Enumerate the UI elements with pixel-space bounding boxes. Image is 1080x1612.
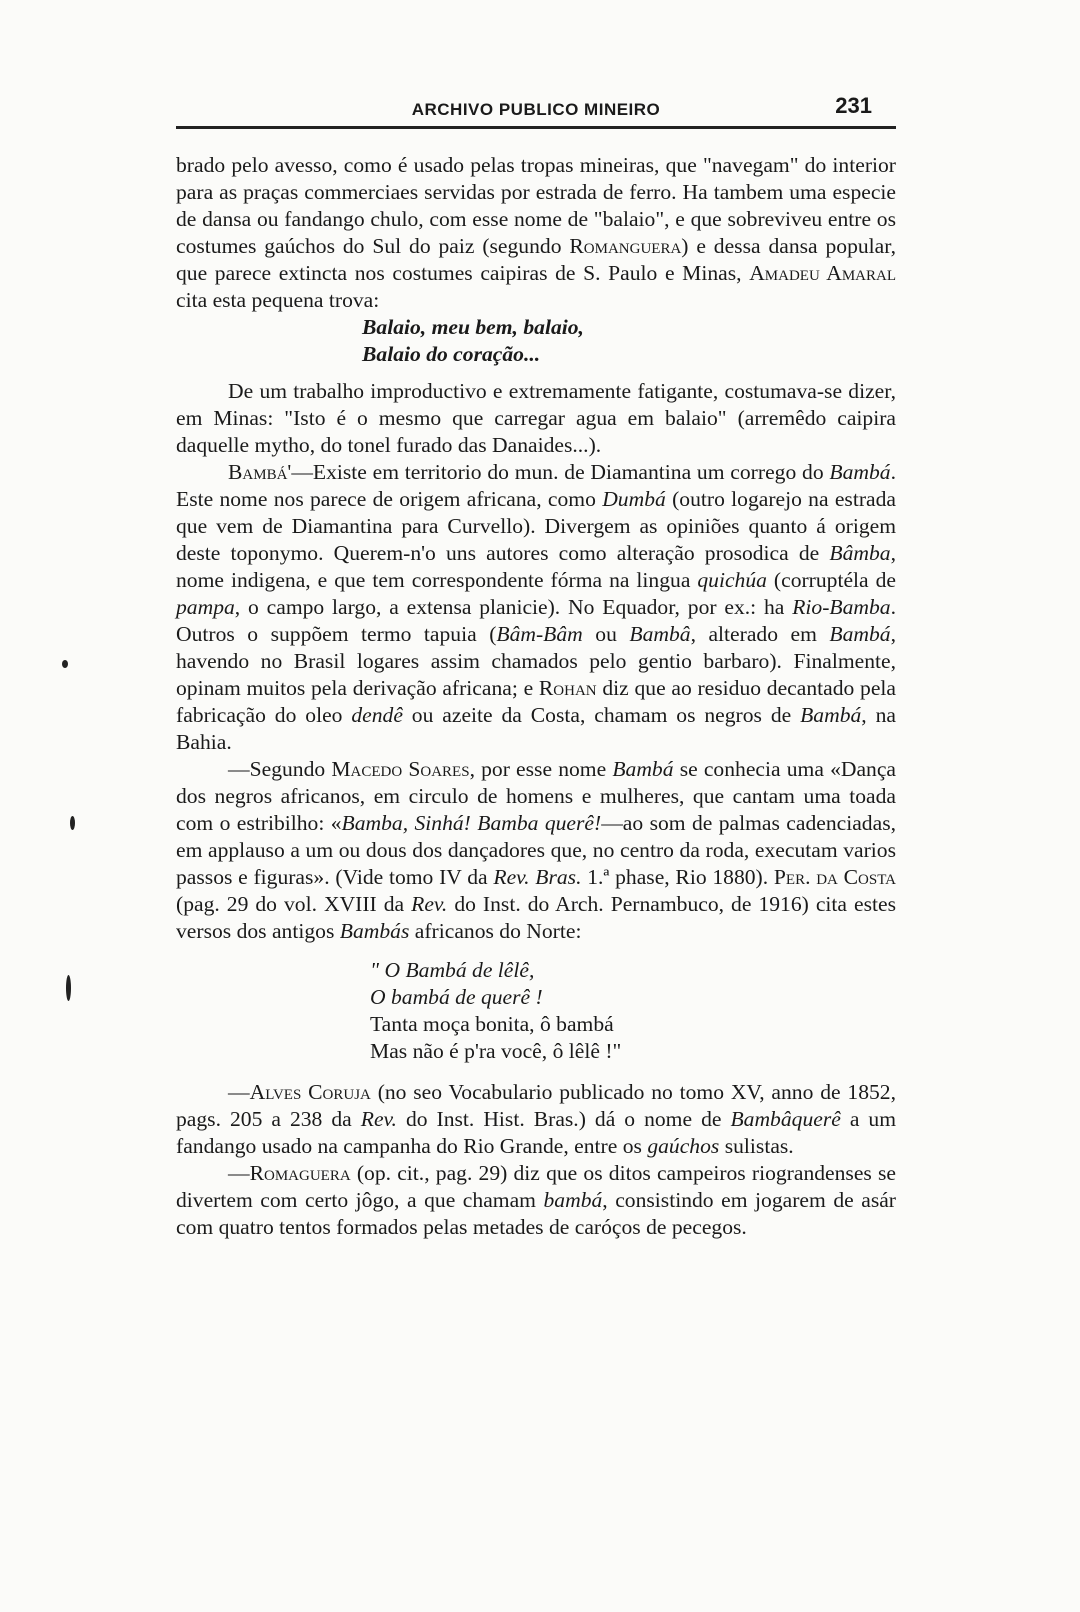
author-name: Amadeu Amaral bbox=[749, 261, 896, 285]
paragraph-trabalho: De um trabalho improductivo e extremamente fatigante, costumava-se dizer, em Minas: "Isto é o mesmo que carregar agua em balaio" (arremêdo caipira daquelle mytho, do tonel furado das Danaides...). bbox=[176, 379, 896, 457]
italic-term: Bambá bbox=[612, 757, 674, 781]
book-page bbox=[176, 90, 896, 1241]
author-name: Alves Coruja bbox=[249, 1080, 371, 1104]
text-run: — bbox=[228, 1161, 250, 1185]
author-name: Romanguera bbox=[569, 234, 682, 258]
text-run: , nome indigena, e que tem correspondente fórma na lingua bbox=[176, 541, 896, 592]
text-run: (corruptéla de bbox=[773, 568, 896, 592]
italic-term: Bambâquerê bbox=[730, 1107, 841, 1131]
text-run: se conhecia uma «Dança dos negros africanos, em circulo de homens e mulheres, que cantam uma toada com o estribilho: « bbox=[176, 757, 897, 835]
page-header bbox=[176, 90, 896, 129]
text-run: . Este nome nos parece de origem africana, como bbox=[176, 460, 896, 511]
running-title: ARCHIVO PUBLICO MINEIRO bbox=[411, 100, 661, 119]
text-run: sulistas. bbox=[724, 1134, 794, 1158]
paragraph-romaguera bbox=[176, 1160, 896, 1241]
italic-term: pampa bbox=[176, 595, 235, 619]
text-run: —Segundo bbox=[228, 757, 326, 781]
text-run: , havendo no Brasil logares assim chamados pelo gentio barbaro). Finalmente, opinam muitos pela derivação africana; e bbox=[176, 622, 896, 700]
text-run: africanos do Norte: bbox=[414, 919, 582, 943]
italic-term: Rio-Bamba bbox=[792, 595, 891, 619]
page-number: 231 bbox=[835, 93, 872, 118]
verse-line: " O Bambá de lêlê, bbox=[370, 958, 535, 982]
author-name: Rohan bbox=[538, 676, 597, 700]
italic-term: Rev. bbox=[411, 892, 448, 916]
text-run: do Inst. Hist. Bras.) dá o nome de bbox=[405, 1107, 722, 1131]
text-run: (op. cit., pag. 29) diz que os ditos campeiros riograndenses se divertem com certo jôgo, a que chamam bbox=[176, 1161, 896, 1212]
author-name: Romaguera bbox=[249, 1161, 351, 1185]
text-run: (no seo Vocabulario publicado no tomo XV, anno de 1852, pags. 205 a 238 da bbox=[176, 1080, 896, 1131]
paragraph-macedo-soares bbox=[176, 756, 896, 945]
italic-term: Dumbá bbox=[602, 487, 666, 511]
verse-line: Balaio do coração... bbox=[362, 342, 541, 366]
text-run: (pag. 29 do vol. XVIII da bbox=[176, 892, 405, 916]
italic-term: Rev. Bras. bbox=[493, 865, 582, 889]
text-run: . Outros o suppõem termo tapuia ( bbox=[176, 595, 896, 646]
entry-head: Bambá' bbox=[228, 460, 292, 484]
spacer bbox=[176, 368, 896, 378]
italic-term: Bambá bbox=[800, 703, 862, 727]
author-name: Macedo Soares bbox=[331, 757, 470, 781]
italic-term: Bambâ bbox=[629, 622, 691, 646]
margin-mark bbox=[62, 660, 68, 668]
text-run: (outro logarejo na estrada que vem de Diamantina para Curvello). Divergem as opiniões quanto á origem deste toponymo. Querem-n'o uns autores como alteração prosodica de bbox=[176, 487, 896, 565]
verse-line: Mas não é p'ra você, ô lêlê !" bbox=[370, 1039, 622, 1063]
author-name: Per. da Costa bbox=[773, 865, 896, 889]
italic-term: bambá bbox=[543, 1188, 603, 1212]
text-run: ) e dessa dansa popular, que parece extincta nos costumes caipiras de S. Paulo e Minas, bbox=[176, 234, 896, 285]
text-run: a um fandango usado na campanha do Rio Grande, entre os bbox=[176, 1107, 897, 1158]
paragraph-balaio bbox=[176, 152, 896, 314]
italic-term: Bamba, Sinhá! Bamba querê! bbox=[341, 811, 602, 835]
paragraph-alves-coruja bbox=[176, 1079, 896, 1160]
italic-term: Rev. bbox=[360, 1107, 397, 1131]
text-run: , alterado em bbox=[690, 622, 817, 646]
italic-term: dendê bbox=[351, 703, 403, 727]
verse-balaio bbox=[176, 314, 896, 368]
text-run: , consistindo em jogarem de asár com quatro tentos formados pelas metades de caróços de pecegos. bbox=[176, 1188, 896, 1239]
text-run: —Existe em territorio do mun. de Diamantina um corrego do bbox=[291, 460, 824, 484]
text-run: ou azeite da Costa, chamam os negros de bbox=[411, 703, 792, 727]
text-run: 1.ª phase, Rio 1880). bbox=[587, 865, 769, 889]
text-run: , na Bahia. bbox=[176, 703, 896, 754]
text-run: ou bbox=[595, 622, 617, 646]
verse-line: Balaio, meu bem, balaio, bbox=[362, 315, 584, 339]
paragraph-bamba bbox=[176, 459, 896, 756]
verse-bamba bbox=[176, 957, 896, 1065]
text-run: — bbox=[228, 1080, 250, 1104]
italic-term: Bâm-Bâm bbox=[496, 622, 583, 646]
body-text bbox=[176, 152, 896, 1241]
verse-line: O bambá de querê ! bbox=[370, 985, 543, 1009]
italic-term: gaúchos bbox=[647, 1134, 720, 1158]
italic-term: quichúa bbox=[697, 568, 767, 592]
text-run: brado pelo avesso, como é usado pelas tropas mineiras, que "navegam" do interior para as praças commerciaes servidas por estrada de ferro. Ha tambem uma especie de dansa ou fandango chulo, com esse nome de "balaio", e que sobreviveu entre os costumes gaúchos do Sul do paiz (segundo bbox=[176, 153, 896, 258]
text-run: cita esta pequena trova: bbox=[176, 288, 380, 312]
text-run: diz que ao residuo decantado pela fabricação do oleo bbox=[176, 676, 896, 727]
italic-term: Bambá bbox=[829, 622, 891, 646]
verse-line: Tanta moça bonita, ô bambá bbox=[370, 1012, 614, 1036]
italic-term: Bâmba bbox=[829, 541, 891, 565]
text-run: , o campo largo, a extensa planicie). No Equador, por ex.: ha bbox=[234, 595, 785, 619]
text-run: , por esse nome bbox=[469, 757, 607, 781]
text-run: do Inst. do Arch. Pernambuco, de 1916) cita estes versos dos antigos bbox=[176, 892, 896, 943]
text-run: —ao som de palmas cadenciadas, em applauso a um ou dous dos dançadores que, no centro da roda, executam varios passos e figuras». (Vide tomo IV da bbox=[176, 811, 896, 889]
margin-mark bbox=[70, 816, 75, 830]
margin-mark bbox=[66, 975, 71, 1001]
italic-term: Bambás bbox=[339, 919, 410, 943]
italic-term: Bambá bbox=[829, 460, 891, 484]
